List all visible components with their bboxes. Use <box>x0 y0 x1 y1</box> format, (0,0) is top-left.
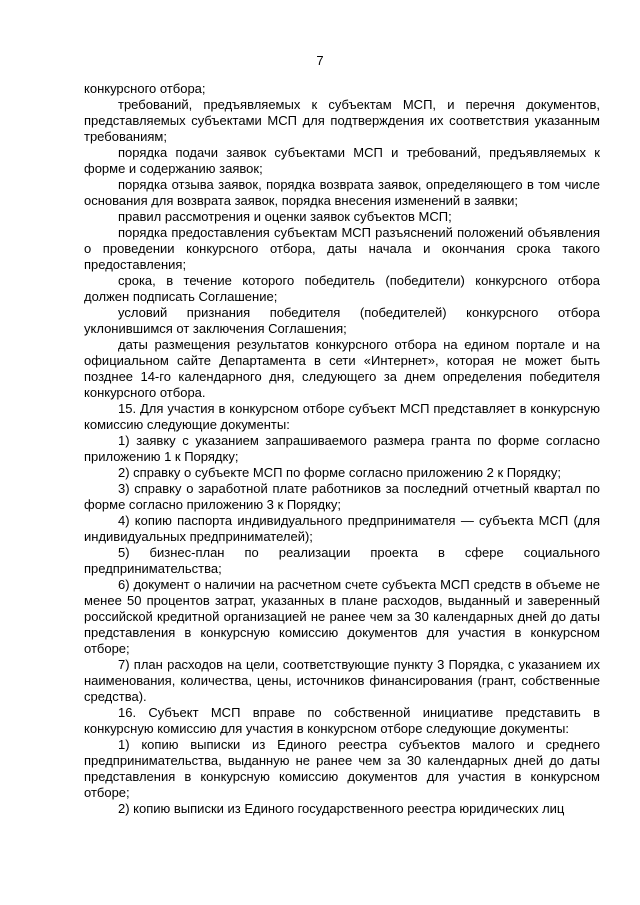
list-item-withdrawal-procedure: порядка отзыва заявок, порядка возврата заявок, определяющего в том числе основания для возврата заявок, порядка внесения изменений в заявки; <box>84 177 600 208</box>
clause-15-item-3: 3) справку о заработной плате работников за последний отчетный квартал по форме согласно приложению 3 к Порядку; <box>84 481 600 512</box>
clause-15-item-5: 5) бизнес-план по реализации проекта в сфере социального предпринимательства; <box>84 545 600 576</box>
list-item-results-publication: даты размещения результатов конкурсного отбора на едином портале и на официальном сайте Департамента в сети «Интернет», которая не может быть позднее 14-го календарного дня, следующего за днем определения победителя конкурсного отбора. <box>84 337 600 400</box>
clause-15: 15. Для участия в конкурсном отборе субъект МСП представляет в конкурсную комиссию следующие документы: <box>84 401 600 432</box>
clause-15-item-2: 2) справку о субъекте МСП по форме согласно приложению 2 к Порядку; <box>118 465 561 480</box>
clause-16-item-2: 2) копию выписки из Единого государственного реестра юридических лиц <box>118 801 565 816</box>
document-body <box>84 81 600 817</box>
list-item-requirements: требований, предъявляемых к субъектам МСП, и перечня документов, представляемых субъектами МСП для подтверждения их соответствия указанным требованиям; <box>84 97 600 144</box>
clause-16-item-1: 1) копию выписки из Единого реестра субъектов малого и среднего предпринимательства, выданную не ранее чем за 30 календарных дней до даты представления в конкурсную комиссию документов для участия в конкурсном отборе; <box>84 737 600 800</box>
clause-15-item-1: 1) заявку с указанием запрашиваемого размера гранта по форме согласно приложению 1 к Порядку; <box>84 433 600 464</box>
list-item-evaluation-rules: правил рассмотрения и оценки заявок субъектов МСП; <box>118 209 452 224</box>
clause-15-item-6: 6) документ о наличии на расчетном счете субъекта МСП средств в объеме не менее 50 процентов затрат, указанных в плане расходов, выданный и заверенный российской кредитной организацией не ранее чем за 30 календарных дней до даты представления в конкурсную комиссию документов для участия в конкурсном отборе; <box>84 577 600 656</box>
clause-15-item-4: 4) копию паспорта индивидуального предпринимателя — субъекта МСП (для индивидуальных предпринимателей); <box>84 513 600 544</box>
list-item-evasion-conditions: условий признания победителя (победителей) конкурсного отбора уклонившимся от заключения Соглашения; <box>84 305 600 336</box>
page-number: 7 <box>316 53 324 68</box>
list-item-application-procedure: порядка подачи заявок субъектами МСП и требований, предъявляемых к форме и содержанию заявок; <box>84 145 600 176</box>
list-item-clarifications: порядка предоставления субъектам МСП разъяснений положений объявления о проведении конкурсного отбора, даты начала и окончания срока такого предоставления; <box>84 225 600 272</box>
clause-16: 16. Субъект МСП вправе по собственной инициативе представить в конкурсную комиссию для участия в конкурсном отборе следующие документы: <box>84 705 600 736</box>
clause-15-item-7: 7) план расходов на цели, соответствующие пункту 3 Порядка, с указанием их наименования, количества, цены, источников финансирования (грант, собственные средства). <box>84 657 600 704</box>
paragraph-continuation: конкурсного отбора; <box>84 81 206 96</box>
list-item-signing-deadline: срока, в течение которого победитель (победители) конкурсного отбора должен подписать Соглашение; <box>84 273 600 304</box>
